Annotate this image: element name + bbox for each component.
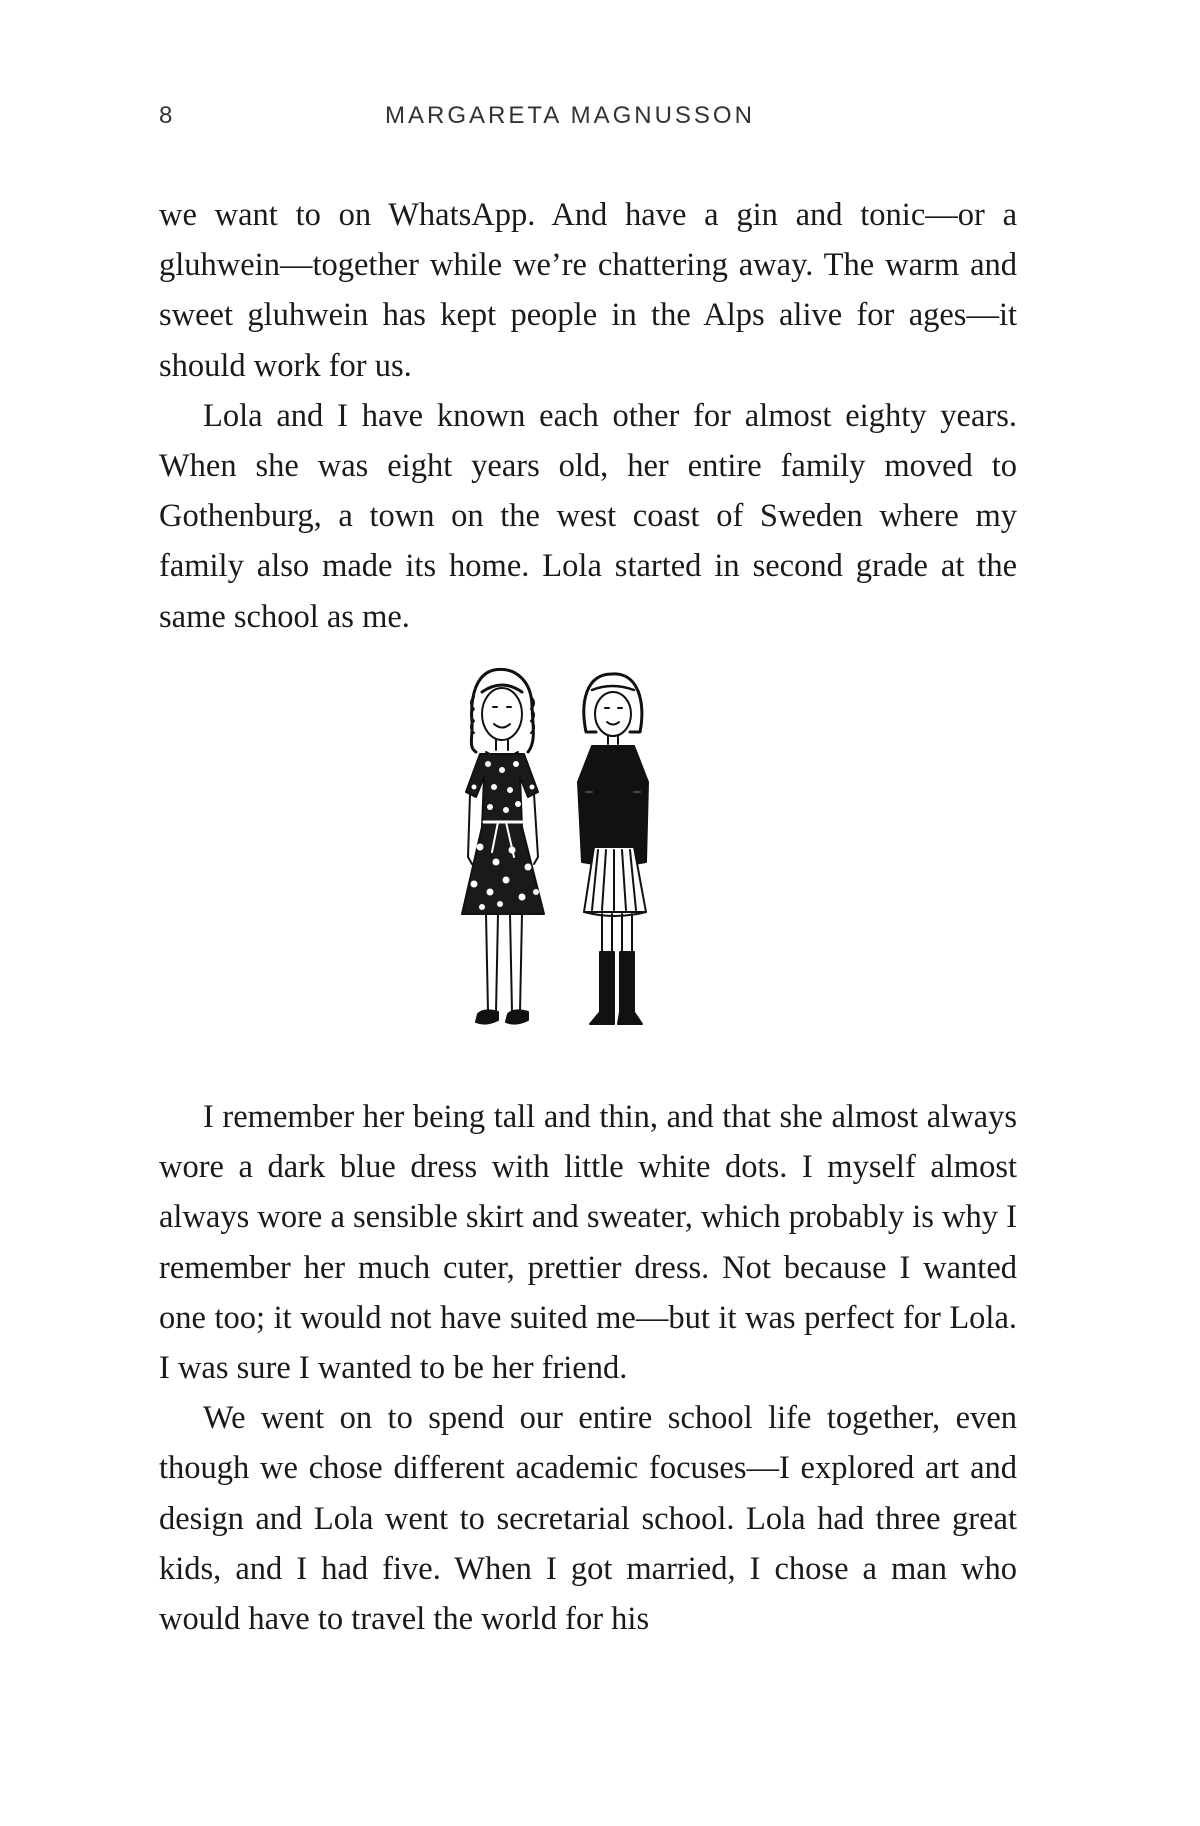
paragraph: we want to on WhatsApp. And have a gin and tonic—or a gluhwein—together while we’re chattering away. The warm and sweet gluhwein has kept people in the Alps alive for ages—it should work for us. [159, 197, 1017, 384]
paragraph: Lola and I have known each other for almost eighty years. When she was eight years old, her entire family moved to Gothenburg, a town on the west coast of Sweden where my family also made its home. Lola started in second grade at the same school as me. [159, 397, 1017, 635]
girl-sweater-skirt-drawing [578, 674, 648, 1024]
two-girls-illustration [436, 652, 756, 1072]
running-head-author: MARGARETA MAGNUSSON [385, 102, 755, 129]
running-head [159, 102, 1019, 142]
body-text-top [159, 190, 1017, 642]
body-text-bottom [159, 1092, 1017, 1644]
page-number: 8 [159, 102, 176, 129]
girl-polka-dot-dress-drawing [462, 669, 544, 1023]
paragraph: We went on to spend our entire school life together, even though we chose different academic focuses—I explored art and design and Lola went to secretarial school. Lola had three great kids, and I had five. When I got married, I chose a man who would have to travel the world for his [159, 1400, 1017, 1638]
paragraph: I remember her being tall and thin, and that she almost always wore a dark blue dress with little white dots. I myself almost always wore a sensible skirt and sweater, which probably is why I remember her much cuter, prettier dress. Not because I wanted one too; it would not have suited me—but it was perfect for Lola. I was sure I wanted to be her friend. [159, 1099, 1017, 1387]
